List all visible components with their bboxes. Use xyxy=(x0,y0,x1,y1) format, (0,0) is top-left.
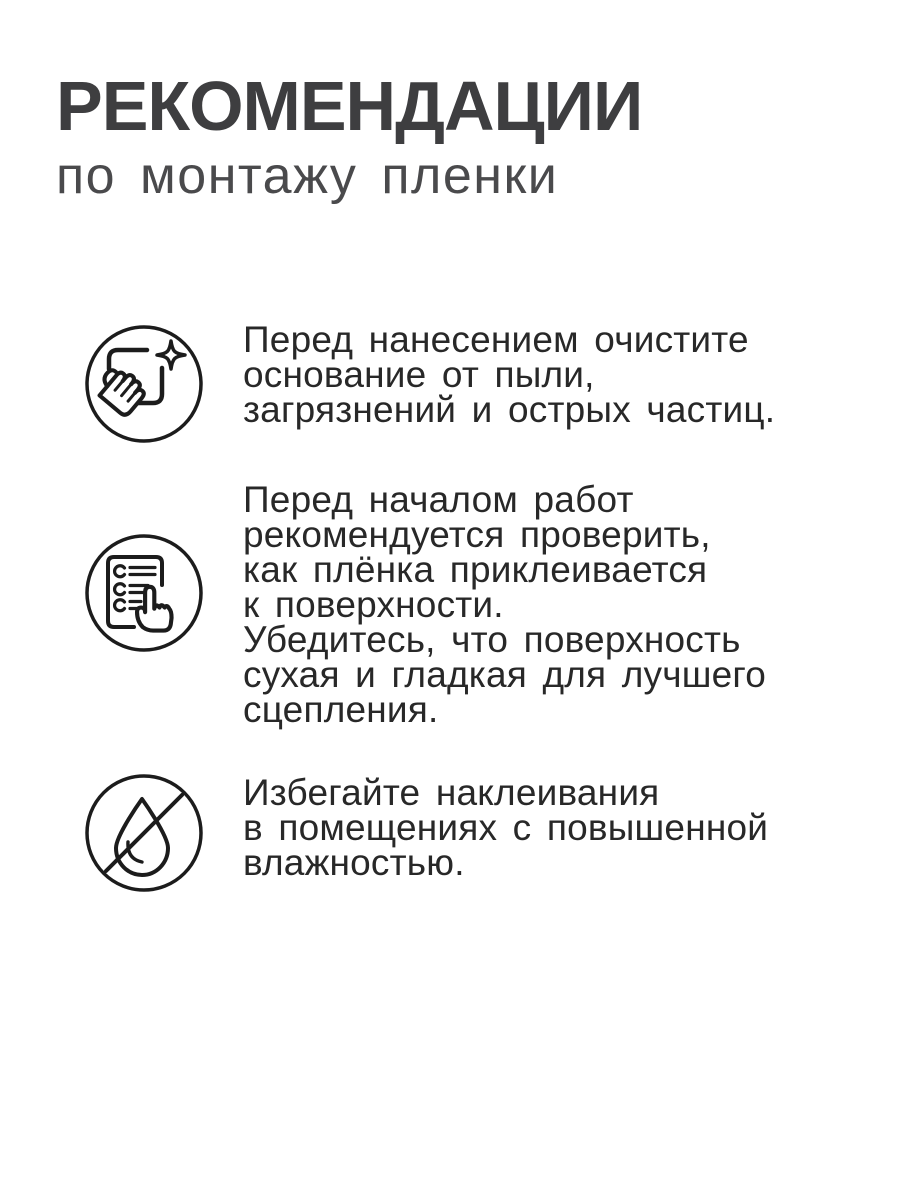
recommendation-item-clean-surface xyxy=(0,312,900,436)
text-line: основание от пыли, xyxy=(243,353,595,395)
icon-circle-1 xyxy=(82,322,206,446)
recommendation-item-test-adhesion xyxy=(0,479,900,730)
recommendations-list xyxy=(0,312,900,889)
text-line: загрязнений и острых частиц. xyxy=(243,388,776,430)
recommendation-text-1 xyxy=(243,318,776,430)
text-line: Перед нанесением очистите xyxy=(243,318,749,360)
no-moisture-icon xyxy=(82,771,206,895)
text-line: сцепления. xyxy=(243,689,439,730)
text-line: в помещениях с повышенной xyxy=(243,806,769,848)
page-title: РЕКОМЕНДАЦИИ xyxy=(56,67,643,145)
text-line: Избегайте наклеивания xyxy=(243,771,660,813)
recommendation-text-3 xyxy=(243,771,769,883)
text-line: к поверхности. xyxy=(243,584,504,625)
recommendation-text-2 xyxy=(243,479,767,730)
header xyxy=(0,0,900,204)
text-line: рекомендуется проверить, xyxy=(243,514,711,555)
icon-circle-3 xyxy=(82,771,206,895)
text-line: как плёнка приклеивается xyxy=(243,549,708,590)
icon-circle-2 xyxy=(82,531,206,655)
text-line: Убедитесь, что поверхность xyxy=(243,619,741,660)
page-subtitle: по монтажу пленки xyxy=(56,147,559,205)
text-line: влажностью. xyxy=(243,841,465,883)
text-line: Перед началом работ xyxy=(243,479,634,520)
text-line: сухая и гладкая для лучшего xyxy=(243,654,767,695)
cleaning-hand-icon xyxy=(82,322,206,446)
checklist-pointer-icon xyxy=(82,531,206,655)
recommendation-item-avoid-humidity xyxy=(0,765,900,889)
